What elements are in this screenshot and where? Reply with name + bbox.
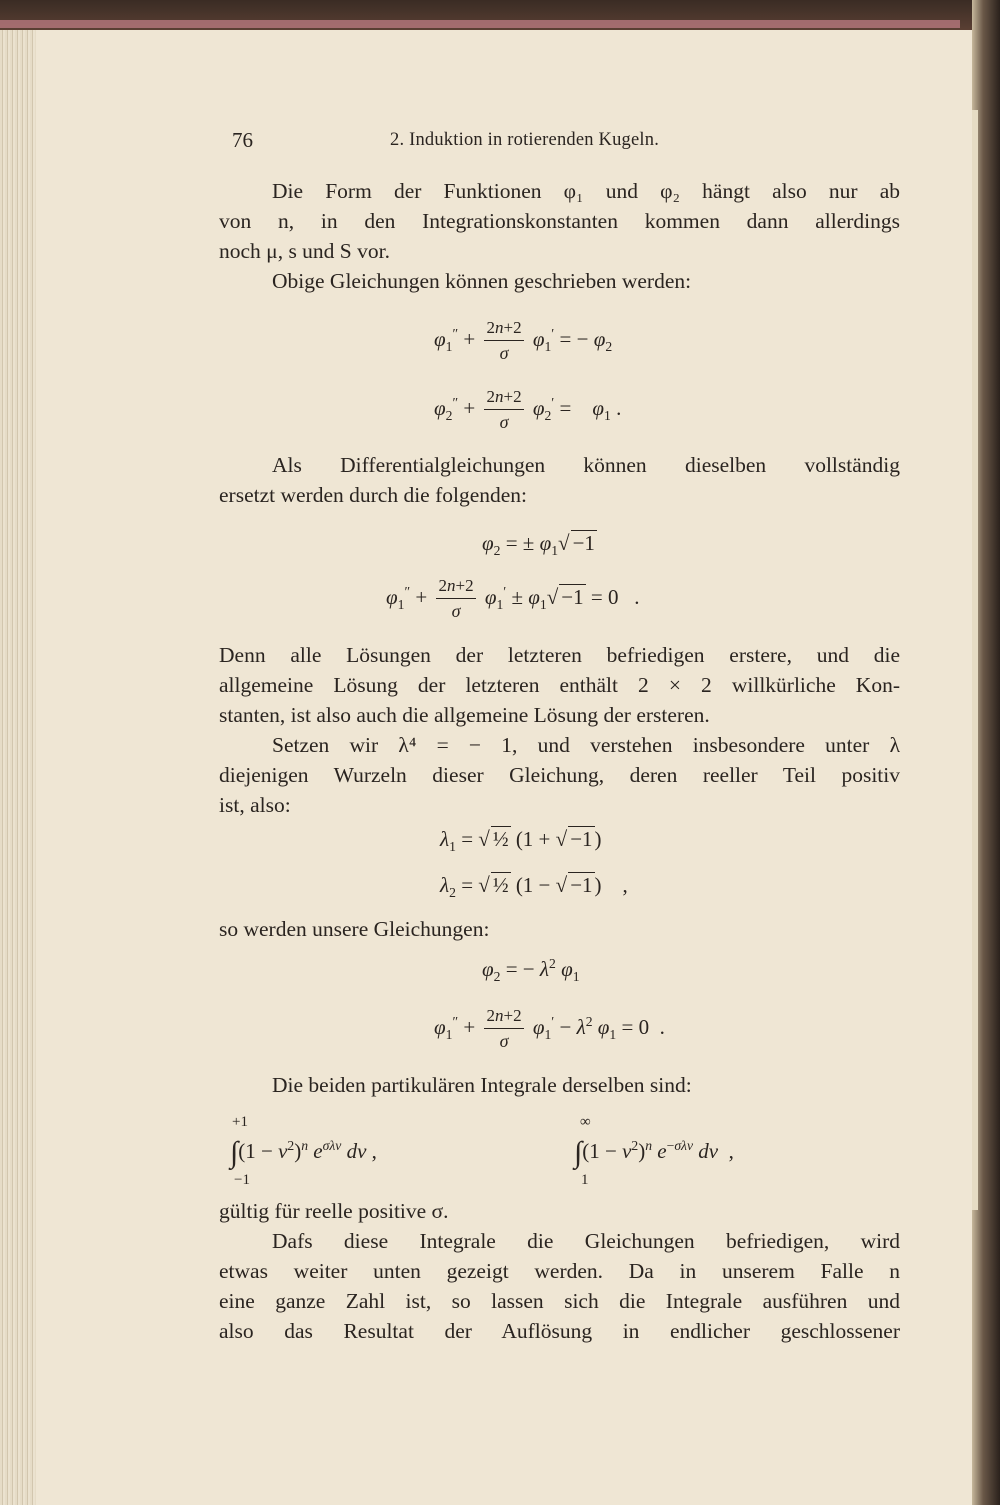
text-line: Denn alle Lösungen der letzteren befriedigen erstere, und die (219, 643, 900, 667)
equation: $\lambda_2$ = √ ½ (1 − √ −1) , (440, 873, 628, 901)
equation: $\varphi_2$ = ± $\varphi_1√ -1$ (482, 531, 595, 559)
equation: $\varphi_2$ = − $\lambda^2$ $\varphi_1$ (482, 956, 580, 985)
text-line: ersetzt werden durch die folgenden: (219, 483, 528, 507)
text-line: Die Form der Funktionen φ₁ und φ₂ hängt also nur ab (272, 179, 900, 203)
equation: $\lambda_1$ = √ ½ (1 + √ −1) (440, 827, 602, 855)
text-line: eine ganze Zahl ist, so lassen sich die Integrale ausführen und (219, 1289, 900, 1313)
text-line: Dafs diese Integrale die Gleichungen befriedigen, wird (272, 1229, 900, 1253)
text-line: von n, in den Integrationskonstanten kommen dann allerdings (219, 209, 900, 233)
text-line: stanten, ist also auch die allgemeine Lösung der ersteren. (219, 703, 710, 727)
text-line: so werden unsere Gleichungen: (219, 917, 490, 941)
text-line: Als Differentialgleichungen können dieselben vollständig (272, 453, 900, 477)
text-line: also das Resultat der Auflösung in endlicher geschlossener (219, 1319, 900, 1343)
integral-upper-limit: +1 (232, 1114, 248, 1130)
text-line: Die beiden partikulären Integrale derselben sind: (272, 1073, 692, 1097)
page-stack-edge (0, 30, 36, 1505)
text-line: allgemeine Lösung der letzteren enthält 2 × 2 willkürliche Kon- (219, 673, 900, 697)
integral-upper-limit: ∞ (580, 1114, 591, 1130)
text-line: Setzen wir λ⁴ = − 1, und verstehen insbesondere unter λ (272, 733, 900, 757)
text-line: noch μ, s und S vor. (219, 239, 390, 263)
book-top-edge (0, 0, 1000, 30)
text-line: Obige Gleichungen können geschrieben werden: (272, 269, 692, 293)
integral: $\int(1 - v^2)^n$ $e^{-\sigma\lambda v}$ dv , (574, 1136, 734, 1169)
text-line: diejenigen Wurzeln dieser Gleichung, deren reeller Teil positiv (219, 763, 900, 787)
next-page-edge (972, 110, 978, 1210)
equation: $\varphi_1''$ + $\frac{2n+2}{\sigma}$ $\varphi_1' \pm \varphi_1√ -1 = 0$ . (386, 576, 640, 621)
equation: $\varphi_2''$ + $\frac{2n+2}{\sigma}$ $\varphi_2'$ = $\varphi_1$ . (434, 387, 622, 432)
integral-lower-limit: 1 (581, 1172, 589, 1188)
text-line: etwas weiter unten gezeigt werden. Da in unserem Falle n (219, 1259, 900, 1283)
text-line: gültig für reelle positive σ. (219, 1199, 449, 1223)
text-line: ist, also: (219, 793, 291, 817)
equation: $\varphi_1''$ + $\frac{2n+2}{\sigma}$ $\varphi_1' - \lambda^2$ $\varphi_1 = 0$ . (434, 1006, 665, 1051)
equation: $\varphi_1''$ + $\frac{2n+2}{\sigma}$ $\varphi_1'$ = − $\varphi_2$ (434, 318, 613, 363)
running-title: 2. Induktion in rotierenden Kugeln. (390, 130, 660, 150)
integral: $\int(1 - v^2)^n$ $e^{\sigma\lambda v}$ dv , (230, 1136, 377, 1169)
page-number: 76 (232, 128, 253, 152)
binding-ribbon (0, 20, 960, 28)
integral-lower-limit: −1 (234, 1172, 250, 1188)
book-spine-edge (972, 0, 1000, 1505)
